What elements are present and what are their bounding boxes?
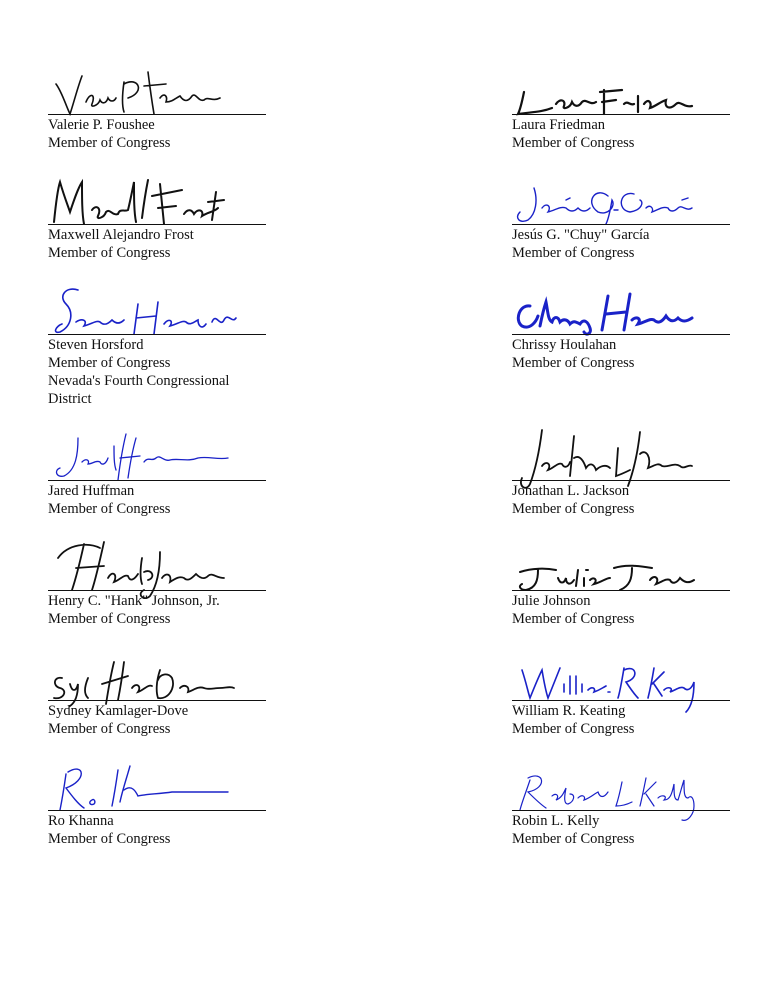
signature-line bbox=[512, 480, 730, 481]
handwritten-signature bbox=[48, 172, 278, 232]
handwritten-signature bbox=[512, 62, 742, 122]
signature-line bbox=[512, 224, 730, 225]
handwritten-signature bbox=[48, 758, 278, 818]
signature-line bbox=[48, 224, 266, 225]
signer-title: Member of Congress bbox=[512, 831, 635, 847]
signer-name: William R. Keating bbox=[512, 703, 626, 719]
handwritten-signature bbox=[48, 538, 278, 598]
signer-name: Robin L. Kelly bbox=[512, 813, 600, 829]
signer-title: Member of Congress bbox=[512, 501, 635, 517]
handwritten-signature bbox=[512, 758, 742, 818]
signature-line bbox=[512, 334, 730, 335]
signer-title: Member of Congress bbox=[512, 721, 635, 737]
signer-title: Member of Congress bbox=[48, 721, 171, 737]
signer-name: Laura Friedman bbox=[512, 117, 606, 133]
signer-name: Chrissy Houlahan bbox=[512, 337, 617, 353]
signature-line bbox=[512, 810, 730, 811]
signer-district-line-2: District bbox=[48, 391, 92, 407]
signer-name: Valerie P. Foushee bbox=[48, 117, 155, 133]
handwritten-signature bbox=[512, 172, 742, 232]
signature-line bbox=[512, 590, 730, 591]
handwritten-signature bbox=[48, 648, 278, 708]
signer-name: Steven Horsford bbox=[48, 337, 144, 353]
handwritten-signature bbox=[512, 648, 742, 708]
signer-name: Julie Johnson bbox=[512, 593, 591, 609]
signature-line bbox=[48, 700, 266, 701]
signer-title: Member of Congress bbox=[512, 135, 635, 151]
signer-title: Member of Congress bbox=[48, 245, 171, 261]
signature-line bbox=[48, 114, 266, 115]
handwritten-signature bbox=[48, 282, 278, 342]
signer-title: Member of Congress bbox=[48, 831, 171, 847]
handwritten-signature bbox=[48, 62, 278, 122]
signer-title: Member of Congress bbox=[48, 501, 171, 517]
signer-name: Jared Huffman bbox=[48, 483, 135, 499]
signer-name: Henry C. "Hank" Johnson, Jr. bbox=[48, 593, 220, 609]
signer-district-line-1: Nevada's Fourth Congressional bbox=[48, 373, 230, 389]
signer-name: Maxwell Alejandro Frost bbox=[48, 227, 194, 243]
signer-name: Jonathan L. Jackson bbox=[512, 483, 630, 499]
signer-title: Member of Congress bbox=[512, 611, 635, 627]
signer-title: Member of Congress bbox=[48, 135, 171, 151]
handwritten-signature bbox=[512, 428, 742, 488]
signature-line bbox=[512, 700, 730, 701]
signature-line bbox=[48, 480, 266, 481]
signature-line bbox=[48, 334, 266, 335]
handwritten-signature bbox=[512, 282, 742, 342]
handwritten-signature bbox=[48, 428, 278, 488]
signature-line bbox=[48, 810, 266, 811]
signer-title: Member of Congress bbox=[48, 355, 171, 371]
signature-line bbox=[48, 590, 266, 591]
signature-line bbox=[512, 114, 730, 115]
signer-title: Member of Congress bbox=[512, 245, 635, 261]
signer-title: Member of Congress bbox=[512, 355, 635, 371]
signer-name: Ro Khanna bbox=[48, 813, 114, 829]
signer-name: Sydney Kamlager-Dove bbox=[48, 703, 189, 719]
signer-title: Member of Congress bbox=[48, 611, 171, 627]
handwritten-signature bbox=[512, 538, 742, 598]
signer-name: Jesús G. "Chuy" García bbox=[512, 227, 650, 243]
